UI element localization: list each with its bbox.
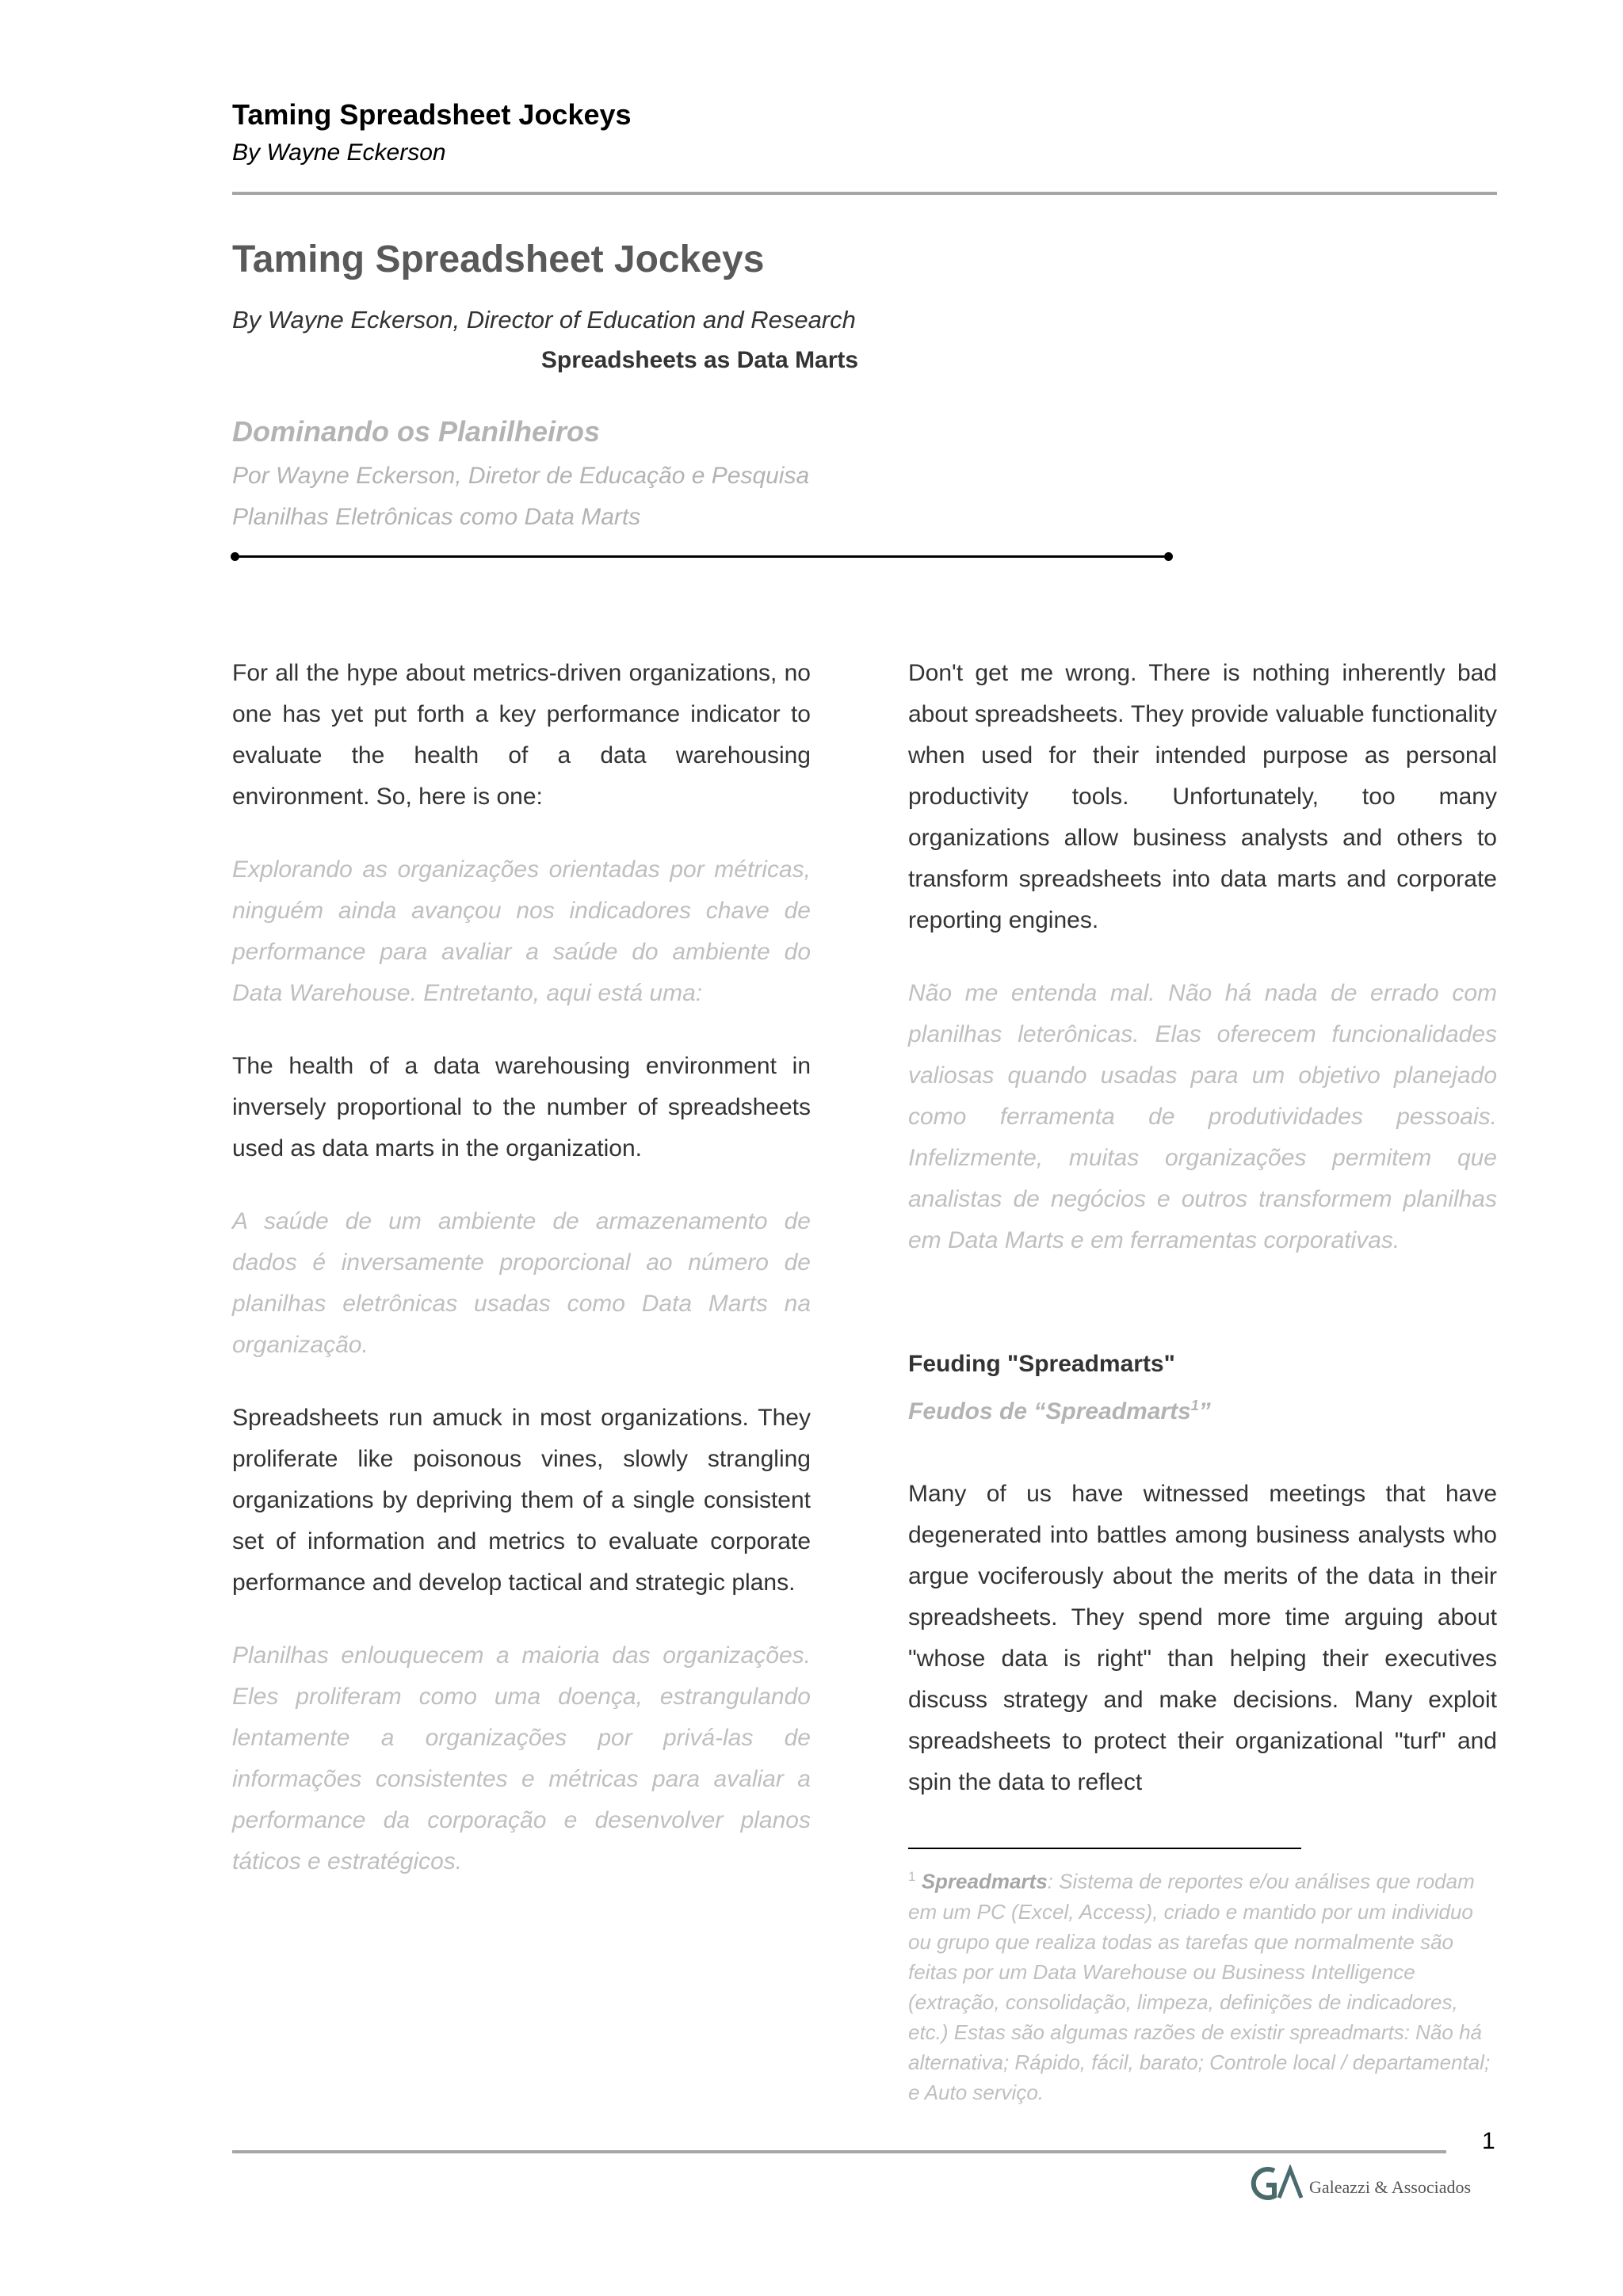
- footnote-marker: 1: [908, 1869, 916, 1884]
- galeazzi-logo-icon: [1251, 2164, 1306, 2203]
- translated-subtitle: Planilhas Eletrônicas como Data Marts: [232, 504, 641, 530]
- paragraph: Don't get me wrong. There is nothing inherently bad about spreadsheets. They provide valuable functionality when used for their intended purpose as personal productivity tools. Unfortunately, too many organizations allow business analysts and others to transform spreadsheets into data marts and corporate reporting engines.: [908, 660, 1497, 933]
- document-subtitle: Spreadsheets as Data Marts: [540, 347, 859, 373]
- section-heading: Feuding "Spreadmarts": [908, 1351, 1175, 1377]
- footnote: [908, 1862, 1497, 2107]
- document-author: By Wayne Eckerson, Director of Education and Research: [232, 306, 856, 334]
- paragraph-translation: Explorando as organizações orientadas por métricas, ninguém ainda avançou nos indicadores chave de performance para avaliar a saúde do ambiente do Data Warehouse. Entretanto, aqui está uma:: [232, 856, 811, 1006]
- paragraph: Spreadsheets run amuck in most organizations. They proliferate like poisonous vines, slowly strangling organizations by depriving them of a single consistent set of information and metrics to evaluate corporate performance and develop tactical and strategic plans.: [232, 1405, 811, 1596]
- logo-text: Galeazzi & Associados: [1309, 2177, 1472, 2197]
- separator-dot-right: [1164, 552, 1173, 561]
- paragraph-translation: A saúde de um ambiente de armazenamento de dados é inversamente proporcional ao número de planilhas eletrônicas usadas como Data Marts na organização.: [232, 1208, 811, 1358]
- paragraph: The health of a data warehousing environment in inversely proportional to the number of spreadsheets used as data marts in the organization.: [232, 1053, 811, 1161]
- header-rule: [232, 192, 1497, 195]
- translated-title: Dominando os Planilheiros: [232, 415, 601, 448]
- paragraph-translation: Não me entenda mal. Não há nada de errado com planilhas leterônicas. Elas oferecem funcionalidades valiosas quando usadas para um objetivo planejado como ferramenta de produtividades pessoais. Infelizmente, muitas organizações permitem que analistas de negócios e outros transformem planilhas em Data Marts e em ferramentas corporativas.: [908, 980, 1497, 1253]
- footer-rule: [232, 2150, 1446, 2153]
- footnote-reference[interactable]: 1: [1190, 1398, 1199, 1413]
- document-title: Taming Spreadsheet Jockeys: [232, 238, 765, 280]
- running-header-title: Taming Spreadsheet Jockeys: [232, 98, 632, 131]
- company-logo: [1251, 2164, 1472, 2203]
- left-column: [232, 653, 811, 1914]
- section-heading-translation: Feudos de “Spreadmarts$^1$”: [908, 1398, 1211, 1425]
- paragraph: For all the hype about metrics-driven organizations, no one has yet put forth a key performance indicator to evaluate the health of a data warehousing environment. So, here is one:: [232, 660, 811, 810]
- running-header-author: By Wayne Eckerson: [232, 139, 446, 166]
- footnote-rule: [908, 1848, 1301, 1849]
- separator-dot-left: [231, 552, 239, 561]
- title-separator: [235, 555, 1168, 558]
- translated-author: Por Wayne Eckerson, Diretor de Educação e Pesquisa: [232, 463, 810, 489]
- paragraph: Many of us have witnessed meetings that have degenerated into battles among business analysts who argue vociferously about the merits of the data in their spreadsheets. They spend more time arguing about "whose data is right" than helping their executives discuss strategy and make decisions. Many exploit spreadsheets to protect their organizational "turf" and spin the data to reflect: [908, 1481, 1497, 1795]
- paragraph-translation: Planilhas enlouquecem a maioria das organizações. Eles proliferam como uma doença, estrangulando lentamente a organizações por privá-las de informações consistentes e métricas para avaliar a performance da corporação e desenvolver planos táticos e estratégicos.: [232, 1642, 811, 1875]
- right-column: [908, 653, 1497, 1835]
- page-number: 1: [1482, 2128, 1495, 2154]
- footnote-term: Spreadmarts: [921, 1869, 1048, 1894]
- footnote-text: : Sistema de reportes e/ou análises que rodam em um PC (Excel, Access), criado e mantido por um individuo ou grupo que realiza todas as tarefas que normalmente são feitas por um Data Warehouse ou Business Intelligence (extração, consolidação, limpeza, definições de indicadores, etc.) Estas são algumas razões de existir spreadmarts: Não há alternativa; Rápido, fácil, barato; Controle local / departamental; e Auto serviço.: [908, 1869, 1491, 2104]
